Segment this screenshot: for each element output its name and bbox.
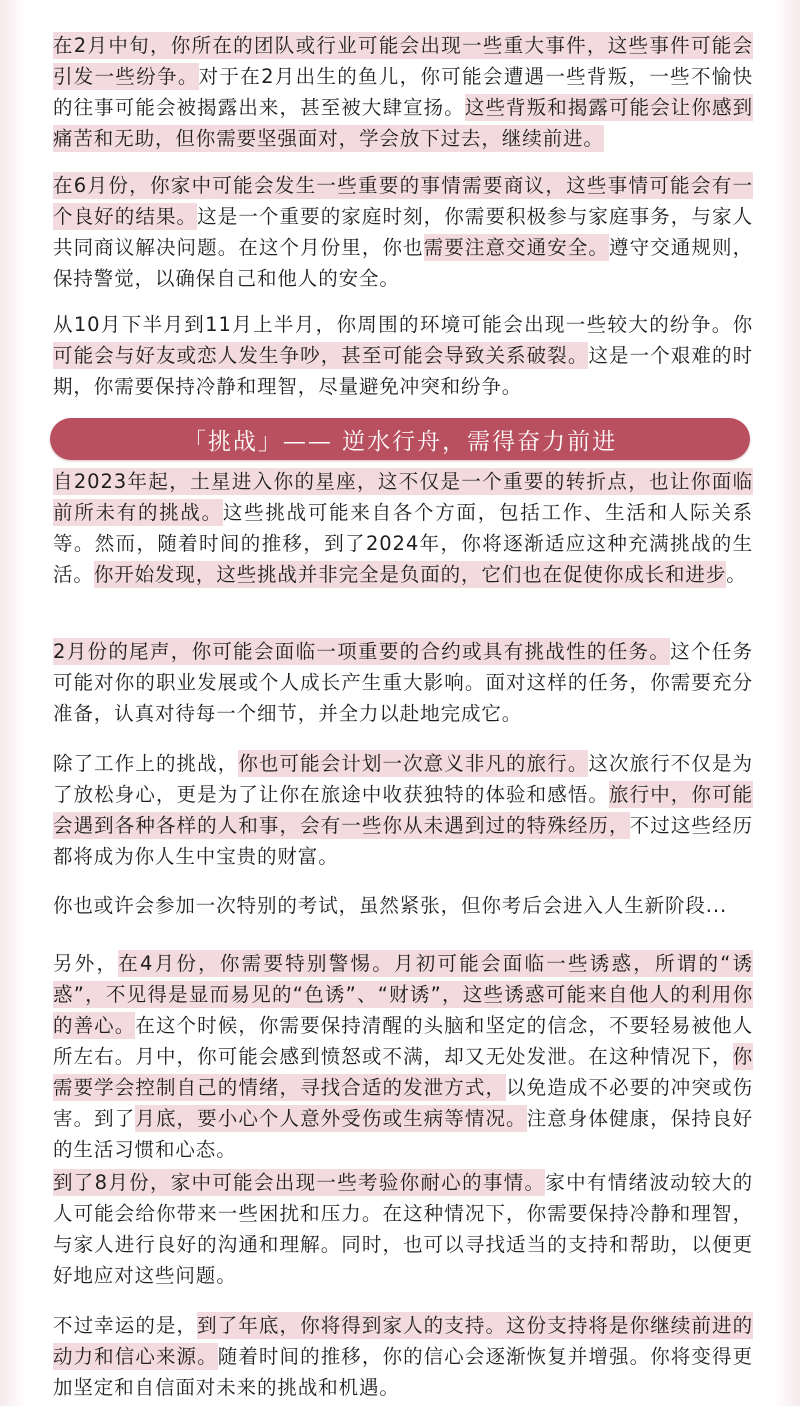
body-text: 遵守交通规则，保持警觉，以确保自己和他人的安全。 (53, 236, 753, 290)
highlighted-text: 在2月中旬，你所在的团队或行业可能会出现一些重大事件，这些事件可能会引发一些纷争。 (53, 34, 753, 88)
body-text: 家中有情绪波动较大的人可能会给你带来一些困扰和压力。在这种情况下，你需要保持冷静和理智，与家人进行良好的沟通和理解。同时，也可以寻找适当的支持和帮助，以便更好地应对这些问题。 (53, 1171, 753, 1287)
highlighted-text: 这些背叛和揭露可能会让你感到痛苦和无助，但你需要坚强面对，学会放下过去，继续前进。 (53, 96, 753, 150)
section-banner-challenge (50, 418, 750, 460)
paragraph-year-end-support (53, 1310, 753, 1403)
body-text: 除了工作上的挑战， (53, 752, 239, 775)
body-text: 这个任务可能对你的职业发展或个人成长产生重大影响。面对这样的任务，你需要充分准备，认真对待每一个细节，并全力以赴地完成它。 (53, 640, 753, 725)
body-text: 在这个时候，你需要保持清醒的头脑和坚定的信念，不要轻易被他人所左右。月中，你可能会感到愤怒或不满，却又无处发泄。在这种情况下， (53, 1014, 753, 1068)
highlighted-text: 你开始发现，这些挑战并非完全是负面的，它们也在促使你成长和进步 (93, 563, 727, 586)
paragraph-june-family (53, 170, 753, 294)
highlighted-text: 自2023年起，土星进入你的星座，这不仅是一个重要的转折点，也让你面临前所未有的挑战。 (53, 470, 753, 524)
highlighted-text: 在4月份，你需要特别警惕。月初可能会面临一些诱惑，所谓的“诱惑”，不见得是显而易见的“色诱”、“财诱”，这些诱惑可能来自他人的利用你的善心。 (53, 952, 753, 1037)
paragraph-feb-events (53, 30, 753, 154)
paragraph-exam (53, 890, 753, 921)
body-text: 。 (726, 563, 747, 586)
highlighted-text: 你也可能会计划一次意义非凡的旅行。 (238, 752, 589, 775)
highlighted-text: 在6月份，你家中可能会发生一些重要的事情需要商议，这些事情可能会有一个良好的结果。 (53, 174, 753, 228)
highlighted-text: 旅行中，你可能会遇到各种各样的人和事，会有一些你从未遇到过的特殊经历， (53, 783, 753, 837)
body-text: 这次旅行不仅是为了放松身心，更是为了让你在旅途中收获独特的体验和感悟。 (53, 752, 753, 806)
body-text: 这是一个重要的家庭时刻，你需要积极参与家庭事务，与家人共同商议解决问题。在这个月份里，你也 (53, 205, 753, 259)
paragraph-april-temptation (53, 948, 753, 1165)
body-text: 这是一个艰难的时期，你需要保持冷静和理智，尽量避免冲突和纷争。 (53, 344, 753, 398)
highlighted-text: 月底，要小心个人意外受伤或生病等情况。 (135, 1107, 527, 1130)
body-text: 注意身体健康，保持良好的生活习惯和心态。 (53, 1107, 753, 1161)
highlighted-text: 2月份的尾声，你可能会面临一项重要的合约或具有挑战性的任务。 (53, 640, 671, 663)
highlighted-text: 可能会与好友或恋人发生争吵，甚至可能会导致关系破裂。 (53, 344, 589, 367)
section-title: 「挑战」—— 逆水行舟，需得奋力前进 (182, 428, 618, 455)
paragraph-oct-nov-disputes (53, 309, 753, 402)
highlighted-text: 需要注意交通安全。 (423, 236, 610, 259)
highlighted-text: 到了年底，你将得到家人的支持。这份支持将是你继续前进的动力和信心来源。 (53, 1314, 753, 1368)
paragraph-saturn-2023 (53, 466, 753, 590)
paragraph-august-family (53, 1167, 753, 1291)
body-text: 不过幸运的是， (53, 1314, 198, 1337)
body-text: 以免造成不必要的冲突或伤害。到了 (53, 1076, 753, 1130)
body-text: 这些挑战可能来自各个方面，包括工作、生活和人际关系等。然而，随着时间的推移，到了2024年，你将逐渐适应这种充满挑战的生活。 (53, 501, 753, 586)
paragraph-feb-contract (53, 636, 753, 729)
body-text: 随着时间的推移，你的信心会逐渐恢复并增强。你将变得更加坚定和自信面对未来的挑战和机遇。 (53, 1345, 753, 1399)
body-text: 你也或许会参加一次特别的考试，虽然紧张，但你考后会进入人生新阶段... (53, 894, 728, 917)
body-text: 从10月下半月到11月上半月，你周围的环境可能会出现一些较大的纷争。你 (53, 313, 753, 336)
highlighted-text: 你需要学会控制自己的情绪，寻找合适的发泄方式， (53, 1045, 753, 1099)
highlighted-text: 到了8月份，家中可能会出现一些考验你耐心的事情。 (53, 1171, 546, 1194)
paragraph-travel (53, 748, 753, 872)
body-text: 不过这些经历都将成为你人生中宝贵的财富。 (53, 814, 753, 868)
body-text: 对于在2月出生的鱼儿，你可能会遭遇一些背叛，一些不愉快的往事可能会被揭露出来，甚至被大肆宣扬。 (53, 65, 753, 119)
body-text: 另外， (53, 952, 119, 975)
